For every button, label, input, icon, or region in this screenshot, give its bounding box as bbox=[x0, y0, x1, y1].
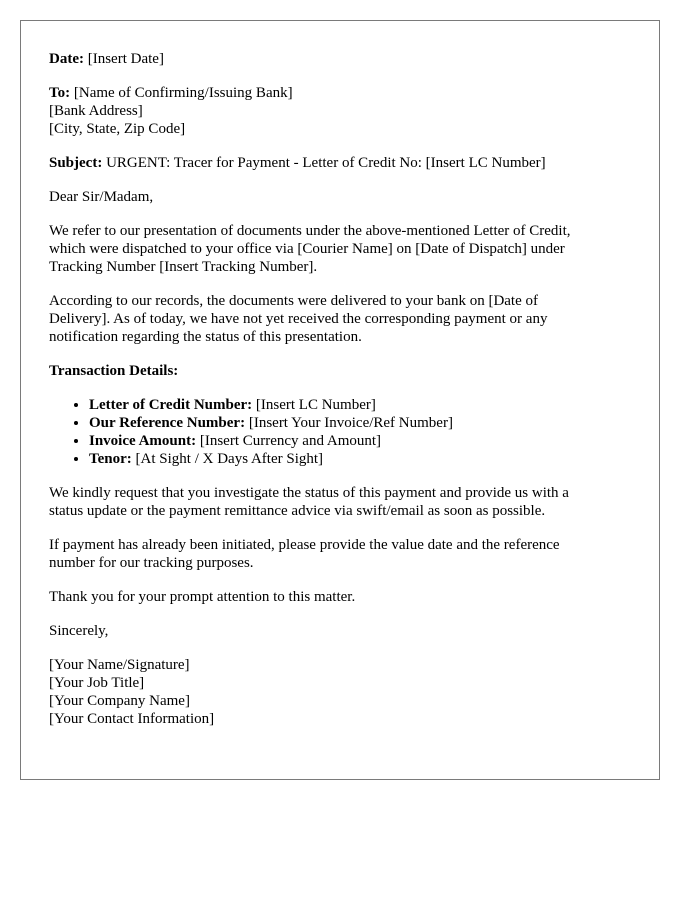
date-value: [Insert Date] bbox=[83, 51, 164, 67]
paragraph-line: status update or the payment remittance advice via swift/email as soon as possible. bbox=[49, 503, 546, 519]
paragraph-line: Delivery]. As of today, we have not yet received the corresponding payment or any bbox=[49, 311, 548, 327]
detail-value: [Insert LC Number] bbox=[252, 397, 376, 413]
detail-value: [Insert Currency and Amount] bbox=[196, 433, 382, 449]
paragraph-line: We refer to our presentation of documents under the above-mentioned Letter of Credit, bbox=[49, 223, 571, 239]
detail-label: Our Reference Number: bbox=[89, 415, 246, 431]
paragraph-line: According to our records, the documents were delivered to your bank on [Date of bbox=[49, 293, 539, 309]
closing: Sincerely, bbox=[49, 623, 109, 639]
paragraph-line: number for our tracking purposes. bbox=[49, 555, 254, 571]
signature-company: [Your Company Name] bbox=[49, 693, 190, 709]
detail-tenor bbox=[89, 450, 631, 468]
recipient-label: To: bbox=[49, 85, 71, 101]
salutation: Dear Sir/Madam, bbox=[49, 189, 154, 205]
transaction-details-heading: Transaction Details: bbox=[49, 363, 179, 379]
thanks-line: Thank you for your prompt attention to this matter. bbox=[49, 589, 356, 605]
date-label: Date: bbox=[49, 51, 84, 67]
paragraph-line: which were dispatched to your office via [Courier Name] on [Date of Dispatch] under bbox=[49, 241, 565, 257]
signature-name: [Your Name/Signature] bbox=[49, 657, 190, 673]
signature-contact: [Your Contact Information] bbox=[49, 711, 215, 727]
recipient-block bbox=[49, 84, 631, 138]
detail-label: Invoice Amount: bbox=[89, 433, 197, 449]
signature-job-title: [Your Job Title] bbox=[49, 675, 145, 691]
detail-value: [Insert Your Invoice/Ref Number] bbox=[245, 415, 453, 431]
paragraph-delivery bbox=[49, 292, 631, 346]
date-line bbox=[49, 50, 631, 68]
recipient-city: [City, State, Zip Code] bbox=[49, 121, 186, 137]
paragraph-line: If payment has already been initiated, please provide the value date and the reference bbox=[49, 537, 560, 553]
detail-reference-number bbox=[89, 414, 631, 432]
detail-value: [At Sight / X Days After Sight] bbox=[131, 451, 324, 467]
letter-page bbox=[20, 20, 660, 780]
detail-invoice-amount bbox=[89, 432, 631, 450]
signature-block bbox=[49, 656, 631, 728]
paragraph-line: notification regarding the status of this presentation. bbox=[49, 329, 362, 345]
detail-lc-number bbox=[89, 396, 631, 414]
paragraph-presentation bbox=[49, 222, 631, 276]
subject-line bbox=[49, 154, 631, 172]
transaction-details-list bbox=[49, 396, 631, 468]
paragraph-line: We kindly request that you investigate the status of this payment and provide us with a bbox=[49, 485, 569, 501]
paragraph-initiated bbox=[49, 536, 631, 572]
subject-label: Subject: bbox=[49, 155, 103, 171]
detail-label: Letter of Credit Number: bbox=[89, 397, 253, 413]
paragraph-request bbox=[49, 484, 631, 520]
detail-label: Tenor: bbox=[89, 451, 132, 467]
subject-value: URGENT: Tracer for Payment - Letter of Credit No: [Insert LC Number] bbox=[102, 155, 546, 171]
paragraph-line: Tracking Number [Insert Tracking Number]. bbox=[49, 259, 318, 275]
recipient-address: [Bank Address] bbox=[49, 103, 143, 119]
recipient-name-line bbox=[49, 84, 631, 102]
recipient-name: [Name of Confirming/Issuing Bank] bbox=[70, 85, 293, 101]
